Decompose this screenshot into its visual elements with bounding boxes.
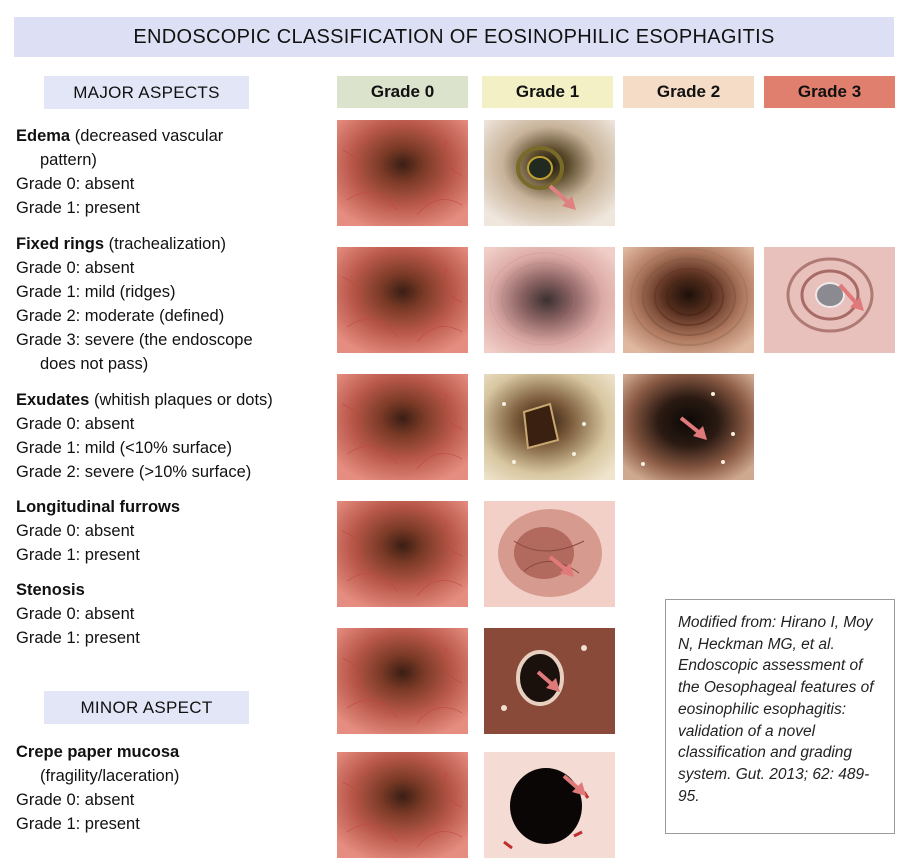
stenosis-grade-1-image (484, 628, 615, 734)
grade-1-header: Grade 1 (482, 76, 613, 108)
furrows-grade-0: Grade 0: absent (16, 522, 135, 540)
exudates-grade-2: Grade 2: severe (>10% surface) (16, 463, 252, 481)
edema-grade-0: Grade 0: absent (16, 175, 135, 193)
rings-grade-3-image (764, 247, 895, 353)
crepe-grade-0-image (337, 752, 468, 858)
rings-grade-1: Grade 1: mild (ridges) (16, 283, 176, 301)
exudates-grade-1-image (484, 374, 615, 480)
exudates-grade-0-image (337, 374, 468, 480)
page-title: ENDOSCOPIC CLASSIFICATION OF EOSINOPHILIC ESOPHAGITIS (14, 17, 894, 57)
rings-description (16, 232, 253, 376)
stenosis-name: Stenosis (16, 581, 85, 599)
grade-3-header: Grade 3 (764, 76, 895, 108)
furrows-description (16, 495, 180, 567)
crepe-grade-1-image (484, 752, 615, 858)
crepe-grade-0: Grade 0: absent (16, 791, 135, 809)
exudates-grade-0: Grade 0: absent (16, 415, 135, 433)
rings-desc: (trachealization) (104, 235, 227, 253)
exudates-grade-1: Grade 1: mild (<10% surface) (16, 439, 232, 457)
stenosis-grade-0-image (337, 628, 468, 734)
exudates-name: Exudates (16, 391, 90, 409)
furrows-grade-0-image (337, 501, 468, 607)
rings-grade-2: Grade 2: moderate (defined) (16, 307, 225, 325)
furrows-name: Longitudinal furrows (16, 498, 181, 516)
crepe-grade-1: Grade 1: present (16, 815, 140, 833)
crepe-desc: (fragility/laceration) (40, 767, 180, 785)
exudates-description (16, 388, 273, 484)
crepe-name: Crepe paper mucosa (16, 743, 180, 761)
edema-grade-1-image (484, 120, 615, 226)
citation-box: Modified from: Hirano I, Moy N, Heckman MG, et al. Endoscopic assessment of the Oesophageal features of eosinophilic esophagitis: validation of a novel classification and grading system. Gut. 2013; 62: 489-95. (665, 599, 895, 834)
grade-0-header: Grade 0 (337, 76, 468, 108)
minor-aspect-label: MINOR ASPECT (44, 691, 249, 724)
exudates-grade-2-image (623, 374, 754, 480)
crepe-description (16, 740, 179, 836)
rings-grade-3: Grade 3: severe (the endoscope (16, 331, 253, 349)
edema-grade-1: Grade 1: present (16, 199, 140, 217)
furrows-grade-1: Grade 1: present (16, 546, 140, 564)
edema-desc-cont: pattern) (40, 151, 97, 169)
edema-grade-0-image (337, 120, 468, 226)
rings-grade-3-cont: does not pass) (40, 355, 149, 373)
stenosis-description (16, 578, 140, 650)
rings-name: Fixed rings (16, 235, 105, 253)
stenosis-grade-1: Grade 1: present (16, 629, 140, 647)
rings-grade-1-image (484, 247, 615, 353)
grade-2-header: Grade 2 (623, 76, 754, 108)
edema-name: Edema (16, 127, 71, 145)
stenosis-grade-0: Grade 0: absent (16, 605, 135, 623)
rings-grade-2-image (623, 247, 754, 353)
furrows-grade-1-image (484, 501, 615, 607)
major-aspects-label: MAJOR ASPECTS (44, 76, 249, 109)
rings-grade-0-image (337, 247, 468, 353)
edema-description (16, 124, 223, 220)
edema-desc: (decreased vascular (70, 127, 224, 145)
exudates-desc: (whitish plaques or dots) (89, 391, 273, 409)
rings-grade-0: Grade 0: absent (16, 259, 135, 277)
